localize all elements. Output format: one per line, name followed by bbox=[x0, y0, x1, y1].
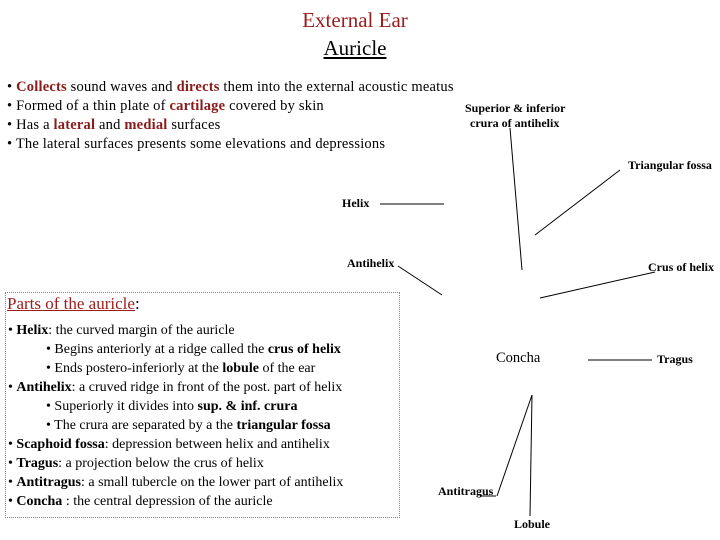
label-antitragus: Antitragus bbox=[438, 484, 494, 498]
parts-line-tragus: • Tragus: a projection below the crus of helix bbox=[8, 456, 264, 471]
bullet-elevations: • The lateral surfaces presents some elevations and depressions bbox=[7, 136, 386, 152]
leader-crus bbox=[540, 272, 655, 298]
parts-line-lobule: • Ends postero-inferiorly at the lobule of the ear bbox=[46, 361, 316, 376]
parts-line-antihelix: • Antihelix: a cruved ridge in front of the post. part of helix bbox=[8, 380, 343, 395]
parts-line-crura: • Superiorly it divides into sup. & inf. crura bbox=[46, 399, 298, 414]
label-crus-of-helix: Crus of helix bbox=[648, 260, 714, 274]
page-title: External Ear bbox=[302, 8, 408, 32]
leader-crura bbox=[510, 128, 522, 270]
leader-lobule bbox=[530, 395, 532, 516]
bullet-surfaces: • Has a lateral and medial surfaces bbox=[7, 117, 221, 133]
leader-antihelix bbox=[398, 266, 442, 295]
parts-heading: Parts of the auricle: bbox=[7, 294, 140, 313]
leader-concha bbox=[497, 395, 532, 496]
label-crura-2: crura of antihelix bbox=[470, 116, 560, 130]
parts-line-triangular: • The crura are separated by a the triangular fossa bbox=[46, 418, 331, 433]
label-antihelix: Antihelix bbox=[347, 256, 395, 270]
parts-line-helix: • Helix: the curved margin of the auricle bbox=[8, 323, 235, 338]
label-helix: Helix bbox=[342, 196, 370, 210]
bullet-cartilage: • Formed of a thin plate of cartilage covered by skin bbox=[7, 98, 324, 114]
parts-line-concha: • Concha : the central depression of the auricle bbox=[8, 494, 273, 509]
parts-line-scaphoid: • Scaphoid fossa: depression between helix and antihelix bbox=[8, 437, 330, 452]
leader-triangular bbox=[535, 170, 620, 235]
label-lobule: Lobule bbox=[514, 517, 551, 531]
parts-line-crus: • Begins anteriorly at a ridge called the crus of helix bbox=[46, 342, 341, 357]
label-triangular-fossa: Triangular fossa bbox=[628, 158, 712, 172]
label-crura-1: Superior & inferior bbox=[465, 101, 566, 115]
label-concha: Concha bbox=[496, 350, 541, 366]
page-subtitle: Auricle bbox=[323, 36, 387, 60]
label-tragus: Tragus bbox=[657, 352, 693, 366]
parts-line-antitragus: • Antitragus: a small tubercle on the lower part of antihelix bbox=[8, 475, 344, 490]
bullet-collects: • Collects sound waves and directs them into the external acoustic meatus bbox=[7, 79, 454, 95]
